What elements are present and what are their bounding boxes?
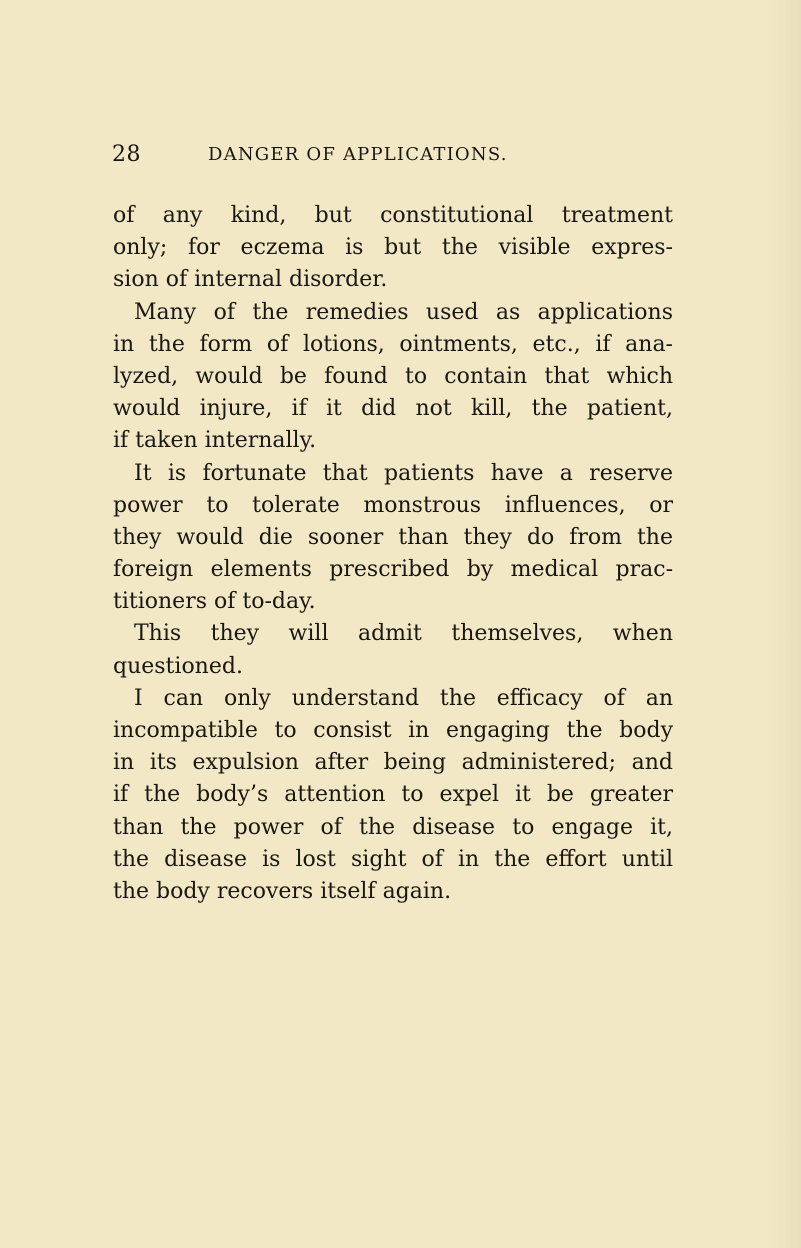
text-line: This they will admit themselves, when <box>134 621 673 647</box>
text-line: only; for eczema is but the visible expres- <box>113 235 673 261</box>
text-line: of any kind, but constitutional treatment <box>113 203 673 228</box>
text-line: I can only understand the efficacy of an <box>134 685 673 711</box>
text-line: than the power of the disease to engage it, <box>113 814 673 840</box>
text-line: questioned. <box>113 653 243 679</box>
text-line: in the form of lotions, ointments, etc., if ana- <box>113 331 673 357</box>
text-line: the body recovers itself again. <box>113 878 452 904</box>
text-line: would injure, if it did not kill, the patient, <box>113 396 673 422</box>
page-header <box>112 142 652 172</box>
text-line: they would die sooner than they do from the <box>113 524 673 550</box>
text-line: foreign elements prescribed by medical prac- <box>113 557 673 583</box>
text-line: incompatible to consist in engaging the body <box>113 718 673 743</box>
text-line: if the body’s attention to expel it be greater <box>113 782 673 808</box>
text-line: titioners of to-day. <box>113 589 316 615</box>
text-line: Many of the remedies used as applications <box>134 299 673 325</box>
page-number: 28 <box>112 142 141 167</box>
text-line: lyzed, would be found to contain that which <box>113 363 673 389</box>
running-title: DANGER OF APPLICATIONS. <box>208 144 508 165</box>
text-line: if taken internally. <box>113 428 317 454</box>
text-line: the disease is lost sight of in the effort until <box>113 846 673 872</box>
text-line: power to tolerate monstrous influences, or <box>113 492 673 518</box>
text-line: It is fortunate that patients have a reserve <box>134 460 673 486</box>
text-line: in its expulsion after being administered; and <box>113 750 673 776</box>
body-text <box>113 200 673 908</box>
text-line: sion of internal disorder. <box>113 267 388 293</box>
